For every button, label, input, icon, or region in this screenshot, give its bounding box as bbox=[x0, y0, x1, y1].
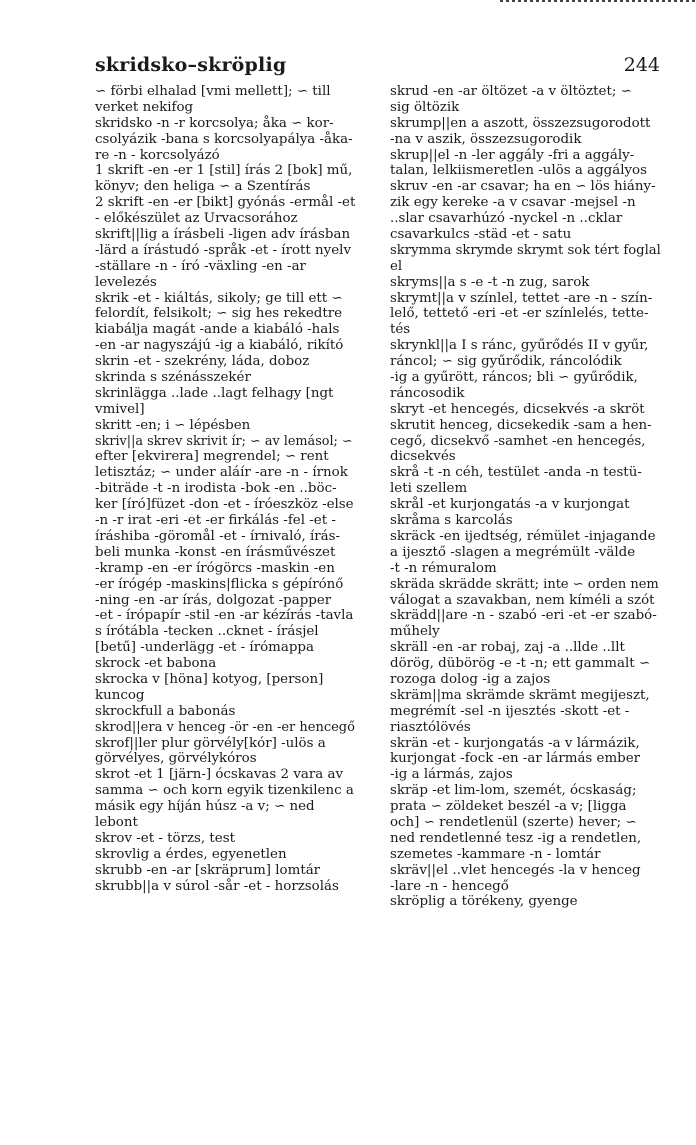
dictionary-line: skritt -en; i ∽ lépésben bbox=[95, 417, 251, 433]
dictionary-line: skrinda s szénásszekér bbox=[95, 370, 251, 386]
dictionary-line: skräck -en ijedtség, rémület -injagande bbox=[390, 528, 656, 544]
dictionary-line: efter [ekvirera] megrendel; ∽ rent bbox=[95, 449, 329, 465]
dictionary-line: -ning -en -ar írás, dolgozat -papper bbox=[95, 592, 332, 608]
dictionary-line: skrov -et - törzs, test bbox=[95, 830, 235, 846]
dictionary-line: kuncog bbox=[95, 687, 145, 703]
dictionary-line: levelezés bbox=[95, 274, 157, 290]
guide-words: skridsko–skröplig bbox=[95, 54, 287, 76]
scan-edge-mark bbox=[500, 0, 696, 2]
dictionary-line: csolyázik -bana s korcsolyapálya -åka- bbox=[95, 131, 353, 147]
dictionary-line: ker [író]füzet -don -et - íróeszköz -else bbox=[95, 497, 354, 513]
dictionary-line: skrot -et 1 [järn-] ócskavas 2 vara av bbox=[95, 767, 344, 783]
dictionary-line: lelő, tettető -eri -et -er színlelés, tette- bbox=[390, 306, 649, 322]
dictionary-line: ∽ förbi elhalad [vmi mellett]; ∽ till bbox=[95, 84, 331, 99]
dictionary-line: [betű] -underlägg -et - írómappa bbox=[95, 640, 314, 656]
dictionary-line: -biträde -t -n irodista -bok -en ..böc- bbox=[95, 481, 337, 497]
dictionary-line: ráncol; ∽ sig gyűrődik, ráncolódik bbox=[390, 354, 622, 370]
dictionary-line: s írótábla -tecken ..cknet - írásjel bbox=[95, 624, 319, 640]
right-column bbox=[390, 84, 662, 910]
dictionary-line: skräll -en -ar robaj, zaj -a ..llde ..llt bbox=[390, 640, 625, 656]
dictionary-line: könyv; den heliga ∽ a Szentírás bbox=[95, 179, 311, 195]
dictionary-line: lebont bbox=[95, 814, 138, 830]
dictionary-line: skråma s karcolás bbox=[390, 513, 513, 529]
dictionary-line: skrof||ler plur görvély[kór] -ulös a bbox=[95, 735, 326, 751]
dictionary-line: csavarkulcs -städ -et - satu bbox=[390, 227, 572, 243]
dictionary-line: skrump||en a aszott, összezsugorodott bbox=[390, 115, 651, 131]
dictionary-line: skrock -et babona bbox=[95, 656, 217, 672]
dictionary-line: prata ∽ zöldeket beszél -a v; [ligga bbox=[390, 799, 627, 815]
dictionary-line: rozoga dolog -ig a zajos bbox=[390, 671, 551, 687]
dictionary-line: felordít, felsikolt; ∽ sig hes rekedtre bbox=[95, 306, 343, 322]
dictionary-line: verket nekifog bbox=[95, 99, 194, 115]
dictionary-line: skryms||a s -e -t -n zug, sarok bbox=[390, 274, 590, 290]
dictionary-line: skrovlig a érdes, egyenetlen bbox=[95, 846, 287, 862]
dictionary-line: skrubb -en -ar [skräprum] lomtár bbox=[95, 862, 321, 878]
dictionary-line: -lärd a írástudó -språk -et - írott nyelv bbox=[95, 242, 352, 258]
dictionary-line: skrinlägga ..lade ..lagt felhagy [ngt bbox=[95, 385, 334, 401]
dictionary-line: skrud -en -ar öltözet -a v öltöztet; ∽ bbox=[390, 84, 632, 99]
dictionary-line: skryt -et hencegés, dicsekvés -a skröt bbox=[390, 401, 645, 417]
dictionary-line: kurjongat -fock -en -ar lármás ember bbox=[390, 751, 641, 767]
dictionary-line: beli munka -konst -en írásművészet bbox=[95, 544, 336, 560]
dictionary-line: skrå -t -n céh, testület -anda -n testü- bbox=[390, 465, 642, 481]
dictionary-line: 1 skrift -en -er 1 [stil] írás 2 [bok] mű, bbox=[95, 163, 353, 179]
dictionary-line: szemetes -kammare -n - lomtár bbox=[390, 846, 601, 862]
dictionary-line: válogat a szavakban, nem kíméli a szót bbox=[390, 592, 655, 608]
dictionary-line: riasztólövés bbox=[390, 719, 471, 735]
dictionary-line: -en -ar nagyszájú -ig a kiabáló, rikító bbox=[95, 338, 344, 354]
dictionary-line: skrän -et - kurjongatás -a v lármázik, bbox=[390, 735, 640, 751]
dictionary-line: skrift||lig a írásbeli -ligen adv írásban bbox=[95, 227, 351, 243]
dictionary-line: -ställare -n - író -växling -en -ar bbox=[95, 258, 306, 274]
dictionary-line: -na v aszik, összezsugorodik bbox=[390, 131, 582, 147]
page-number: 244 bbox=[623, 54, 660, 76]
dictionary-line: skrymma skrymde skrymt sok tért foglal bbox=[390, 242, 661, 258]
dictionary-line: vmivel] bbox=[95, 401, 145, 417]
dictionary-line: skrubb||a v súrol -sår -et - horzsolás bbox=[95, 878, 339, 894]
dictionary-line: skrockfull a babonás bbox=[95, 703, 236, 719]
dictionary-line: skräp -et lim-lom, szemét, ócskaság; bbox=[390, 783, 637, 799]
dictionary-line: skröplig a törékeny, gyenge bbox=[390, 894, 578, 910]
dictionary-line: skrål -et kurjongatás -a v kurjongat bbox=[390, 497, 630, 513]
dictionary-line: -er írógép -maskins|flicka s gépírónő bbox=[95, 576, 344, 592]
dictionary-line: samma ∽ och korn egyik tizenkilenc a bbox=[95, 783, 354, 799]
dictionary-line: -t -n rémuralom bbox=[390, 560, 497, 576]
dictionary-line: ráncosodik bbox=[390, 385, 465, 401]
dictionary-line: skrod||era v henceg -ör -en -er hencegő bbox=[95, 719, 355, 735]
dictionary-line: görvélyes, görvélykóros bbox=[95, 751, 257, 767]
dictionary-line: skrädd||are -n - szabó -eri -et -er szabó- bbox=[390, 608, 657, 624]
dictionary-line: el bbox=[390, 258, 403, 274]
dictionary-line: íráshiba -göromål -et - írnivaló, írás- bbox=[95, 528, 341, 544]
dictionary-line: talan, lelkiismeretlen -ulös a aggályos bbox=[390, 163, 647, 179]
dictionary-line: skräv||el ..vlet hencegés -la v henceg bbox=[390, 862, 641, 878]
dictionary-line: skrynkl||a I s ránc, gyűrődés II v gyűr, bbox=[390, 338, 649, 354]
dictionary-line: dicsekvés bbox=[390, 449, 456, 465]
left-column bbox=[95, 84, 355, 894]
dictionary-line: ned rendetlenné tesz -ig a rendetlen, bbox=[390, 830, 642, 846]
dictionary-line: -et - írópapír -stil -en -ar kézírás -tavla bbox=[95, 608, 354, 624]
dictionary-line: skrocka v [höna] kotyog, [person] bbox=[95, 671, 324, 687]
dictionary-line: re -n - korcsolyázó bbox=[95, 147, 220, 163]
dictionary-line: ..slar csavarhúzó -nyckel -n ..cklar bbox=[390, 211, 623, 227]
dictionary-line: 2 skrift -en -er [bikt] gyónás -ermål -et bbox=[95, 195, 356, 211]
dictionary-line: -ig a lármás, zajos bbox=[390, 767, 513, 783]
dictionary-line: skrup||el -n -ler aggály -fri a aggály- bbox=[390, 147, 635, 163]
dictionary-line: skrymt||a v színlel, tettet -are -n - szín- bbox=[390, 290, 653, 306]
dictionary-line: -kramp -en -er írógörcs -maskin -en bbox=[95, 560, 335, 576]
dictionary-line: skrutit henceg, dicsekedik -sam a hen- bbox=[390, 417, 652, 433]
dictionary-line: a ijesztő -slagen a megrémült -välde bbox=[390, 544, 636, 560]
dictionary-line: sig öltözik bbox=[390, 99, 460, 115]
dictionary-line: skrin -et - szekrény, láda, doboz bbox=[95, 354, 310, 370]
dictionary-line: másik egy híján húsz -a v; ∽ ned bbox=[95, 799, 315, 815]
dictionary-line: och] ∽ rendetlenül (szerte) hever; ∽ bbox=[390, 814, 637, 830]
dictionary-line: műhely bbox=[390, 624, 440, 640]
dictionary-line: - előkészület az Urvacsorához bbox=[95, 211, 298, 227]
dictionary-line: -lare -n - hencegő bbox=[390, 878, 509, 894]
dictionary-line: skrik -et - kiáltás, sikoly; ge till ett ∽ bbox=[95, 290, 343, 306]
dictionary-line: -n -r irat -eri -et -er firkálás -fel -et - bbox=[95, 513, 336, 529]
dictionary-line: letisztáz; ∽ under aláír -are -n - írnok bbox=[95, 465, 348, 481]
dictionary-line: -ig a gyűrött, ráncos; bli ∽ gyűrődik, bbox=[390, 370, 638, 386]
dictionary-line: skruv -en -ar csavar; ha en ∽ lös hiány- bbox=[390, 179, 656, 195]
dictionary-line: cegő, dicsekvő -samhet -en hencegés, bbox=[390, 433, 646, 449]
dictionary-line: megrémít -sel -n ijesztés -skott -et - bbox=[390, 703, 630, 719]
dictionary-line: tés bbox=[390, 322, 411, 338]
dictionary-line: skräm||ma skrämde skrämt megijeszt, bbox=[390, 687, 650, 703]
dictionary-line: kiabálja magát -ande a kiabáló -hals bbox=[95, 322, 340, 338]
dictionary-line: skridsko -n -r korcsolya; åka ∽ kor- bbox=[95, 115, 334, 131]
dictionary-line: skräda skrädde skrätt; inte ∽ orden nem bbox=[390, 576, 659, 592]
dictionary-line: zik egy kereke -a v csavar -mejsel -n bbox=[390, 195, 636, 211]
dictionary-line: leti szellem bbox=[390, 481, 468, 497]
dictionary-line: dörög, dübörög -e -t -n; ett gammalt ∽ bbox=[390, 656, 651, 672]
dictionary-line: skriv||a skrev skrivit ír; ∽ av lemásol; ∽ bbox=[95, 433, 353, 449]
